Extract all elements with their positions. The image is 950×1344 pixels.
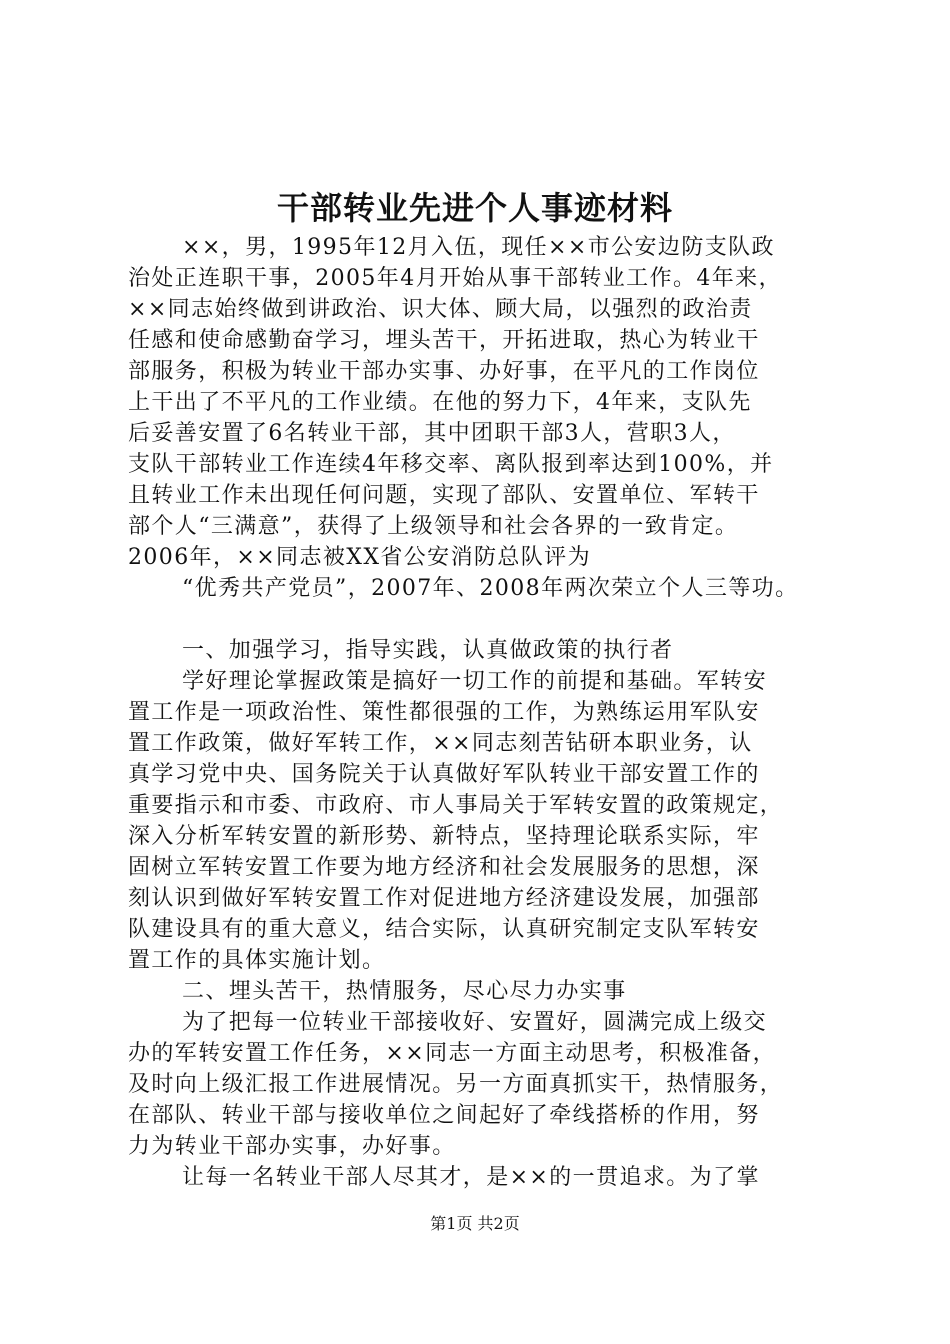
text-line: 且转业工作未出现任何问题，实现了部队、安置单位、军转干 [128, 483, 760, 508]
text-line: 支队干部转业工作连续4年移交率、离队报到率达到100%，并 [128, 452, 774, 477]
text-line: 后妥善安置了6名转业干部，其中团职干部3人，营职3人， [128, 421, 736, 446]
text-line: 真学习党中央、国务院关于认真做好军队转业干部安置工作的 [128, 762, 760, 787]
text-line: 及时向上级汇报工作进展情况。另一方面真抓实干，热情服务， [128, 1072, 784, 1097]
document-title: 干部转业先进个人事迹材料 [276, 189, 673, 227]
text-line: ××，男，1995年12月入伍，现任××市公安边防支队政 [182, 235, 775, 260]
document-body [128, 232, 848, 1193]
text-line: 办的军转安置工作任务，××同志一方面主动思考，积极准备， [128, 1041, 777, 1066]
text-line: 置工作政策，做好军转工作，××同志刻苦钻研本职业务，认 [128, 731, 753, 756]
page-footer: 第1页 共2页 [430, 1214, 520, 1233]
text-line: 任感和使命感勤奋学习，埋头苦干，开拓进取，热心为转业干 [128, 328, 760, 353]
text-line: 部服务，积极为转业干部办实事、办好事，在平凡的工作岗位 [128, 359, 760, 384]
text-line: 深入分析军转安置的新形势、新特点，坚持理论联系实际，牢 [128, 824, 760, 849]
text-line: 为了把每一位转业干部接收好、安置好，圆满完成上级交 [182, 1010, 768, 1035]
text-line: 重要指示和市委、市政府、市人事局关于军转安置的政策规定， [128, 793, 784, 818]
text-line: 部个人“三满意”，获得了上级领导和社会各界的一致肯定。 [128, 514, 739, 539]
text-line: 置工作是一项政治性、策性都很强的工作，为熟练运用军队安 [128, 700, 760, 725]
text-line: ××同志始终做到讲政治、识大体、顾大局，以强烈的政治责 [128, 297, 753, 322]
text-line: 让每一名转业干部人尽其才，是××的一贯追求。为了掌 [182, 1165, 760, 1190]
text-line: 刻认识到做好军转安置工作对促进地方经济建设发展，加强部 [128, 886, 760, 911]
text-line: 在部队、转业干部与接收单位之间起好了牵线搭桥的作用，努 [128, 1103, 760, 1128]
text-line: 上干出了不平凡的工作业绩。在他的努力下，4年来，支队先 [128, 390, 752, 415]
text-line: “优秀共产党员”，2007年、2008年两次荣立个人三等功。 [182, 576, 799, 601]
text-line: 二、埋头苦干，热情服务，尽心尽力办实事 [182, 979, 627, 1004]
text-line: 固树立军转安置工作要为地方经济和社会发展服务的思想，深 [128, 855, 760, 880]
text-line: 学好理论掌握政策是搞好一切工作的前提和基础。军转安 [182, 669, 768, 694]
blank-line [128, 604, 848, 635]
text-line: 一、加强学习，指导实践，认真做政策的执行者 [182, 638, 674, 663]
text-line: 队建设具有的重大意义，结合实际，认真研究制定支队军转安 [128, 917, 760, 942]
text-line: 2006年，××同志被XX省公安消防总队评为 [128, 545, 591, 570]
text-line: 置工作的具体实施计划。 [128, 948, 386, 973]
text-line: 治处正连职干事，2005年4月开始从事干部转业工作。4年来， [128, 266, 782, 291]
text-line: 力为转业干部办实事，办好事。 [128, 1134, 456, 1159]
